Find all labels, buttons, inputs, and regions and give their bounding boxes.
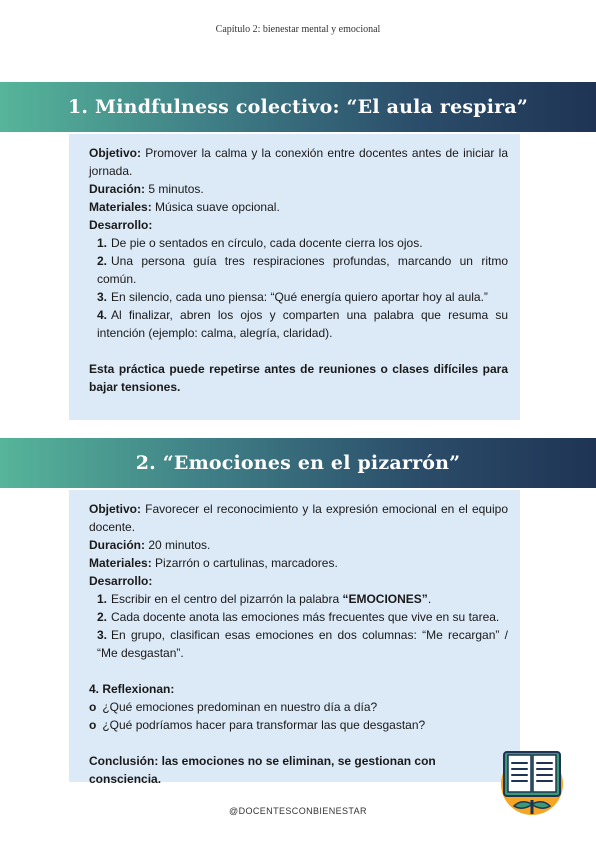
step-item: 4. Al finalizar, abren los ojos y comparten una palabra que resuma su intención (ejemplo: calma, alegría, claridad). [97,308,508,340]
step-item: 2. Cada docente anota las emociones más frecuentes que vive en su tarea. [97,610,500,624]
duracion-text: 20 minutos. [145,538,211,552]
step-item: 3. En grupo, clasifican esas emociones en dos columnas: “Me recargan” / “Me desgastan”. [97,628,508,660]
objetivo-label: Objetivo: [89,502,142,516]
objetivo-text: Favorecer el reconocimiento y la expresión emocional en el equipo docente. [89,502,508,534]
duracion-text: 5 minutos. [145,182,204,196]
section-2-title: 2. “Emociones en el pizarrón” [135,452,461,474]
section-1-note: Esta práctica puede repetirse antes de reuniones o clases difíciles para bajar tensiones. [89,362,508,394]
duracion-line [89,180,508,198]
materiales-text: Música suave opcional. [151,200,280,214]
step-item: 3. En silencio, cada uno piensa: “Qué energía quiero aportar hoy al aula.” [97,290,488,304]
duracion-label: Duración: [89,182,146,196]
objetivo-text: Promover la calma y la conexión entre docentes antes de iniciar la jornada. [89,146,508,178]
question-item: o ¿Qué podríamos hacer para transformar las que desgastan? [89,718,426,732]
reflexionan-heading: 4. Reflexionan: [89,682,175,696]
materiales-label: Materiales: [89,556,152,570]
conclusion: Conclusión: las emociones no se eliminan, se gestionan con consciencia. [89,754,436,786]
step-item: 1. Escribir en el centro del pizarrón la palabra “EMOCIONES”. [97,592,432,606]
materiales-text: Pizarrón o cartulinas, marcadores. [151,556,338,570]
bullet-marker: o [89,700,97,714]
objetivo-line [89,500,508,536]
materiales-label: Materiales: [89,200,152,214]
step-item: 1. De pie o sentados en círculo, cada docente cierra los ojos. [97,236,423,250]
section-2-box [69,490,520,786]
objetivo-line [89,144,508,180]
step-item: 2. Una persona guía tres respiraciones profundas, marcando un ritmo común. [97,254,508,286]
desarrollo-label: Desarrollo: [89,218,153,232]
bullet-marker: o [89,718,97,732]
duracion-label: Duración: [89,538,146,552]
section-1-box [69,134,520,420]
question-item: o ¿Qué emociones predominan en nuestro día a día? [89,700,378,714]
desarrollo-label: Desarrollo: [89,574,153,588]
duracion-line [89,536,508,554]
materiales-line [89,554,508,572]
footer-handle: @DOCENTESCONBIENESTAR [229,806,367,816]
running-head: Capítulo 2: bienestar mental y emocional [215,24,381,35]
section-1-title: 1. Mindfulness colectivo: “El aula respira” [67,96,529,118]
section-2-banner [0,438,596,488]
materiales-line [89,198,508,216]
section-1-banner [0,82,596,132]
objetivo-label: Objetivo: [89,146,142,160]
